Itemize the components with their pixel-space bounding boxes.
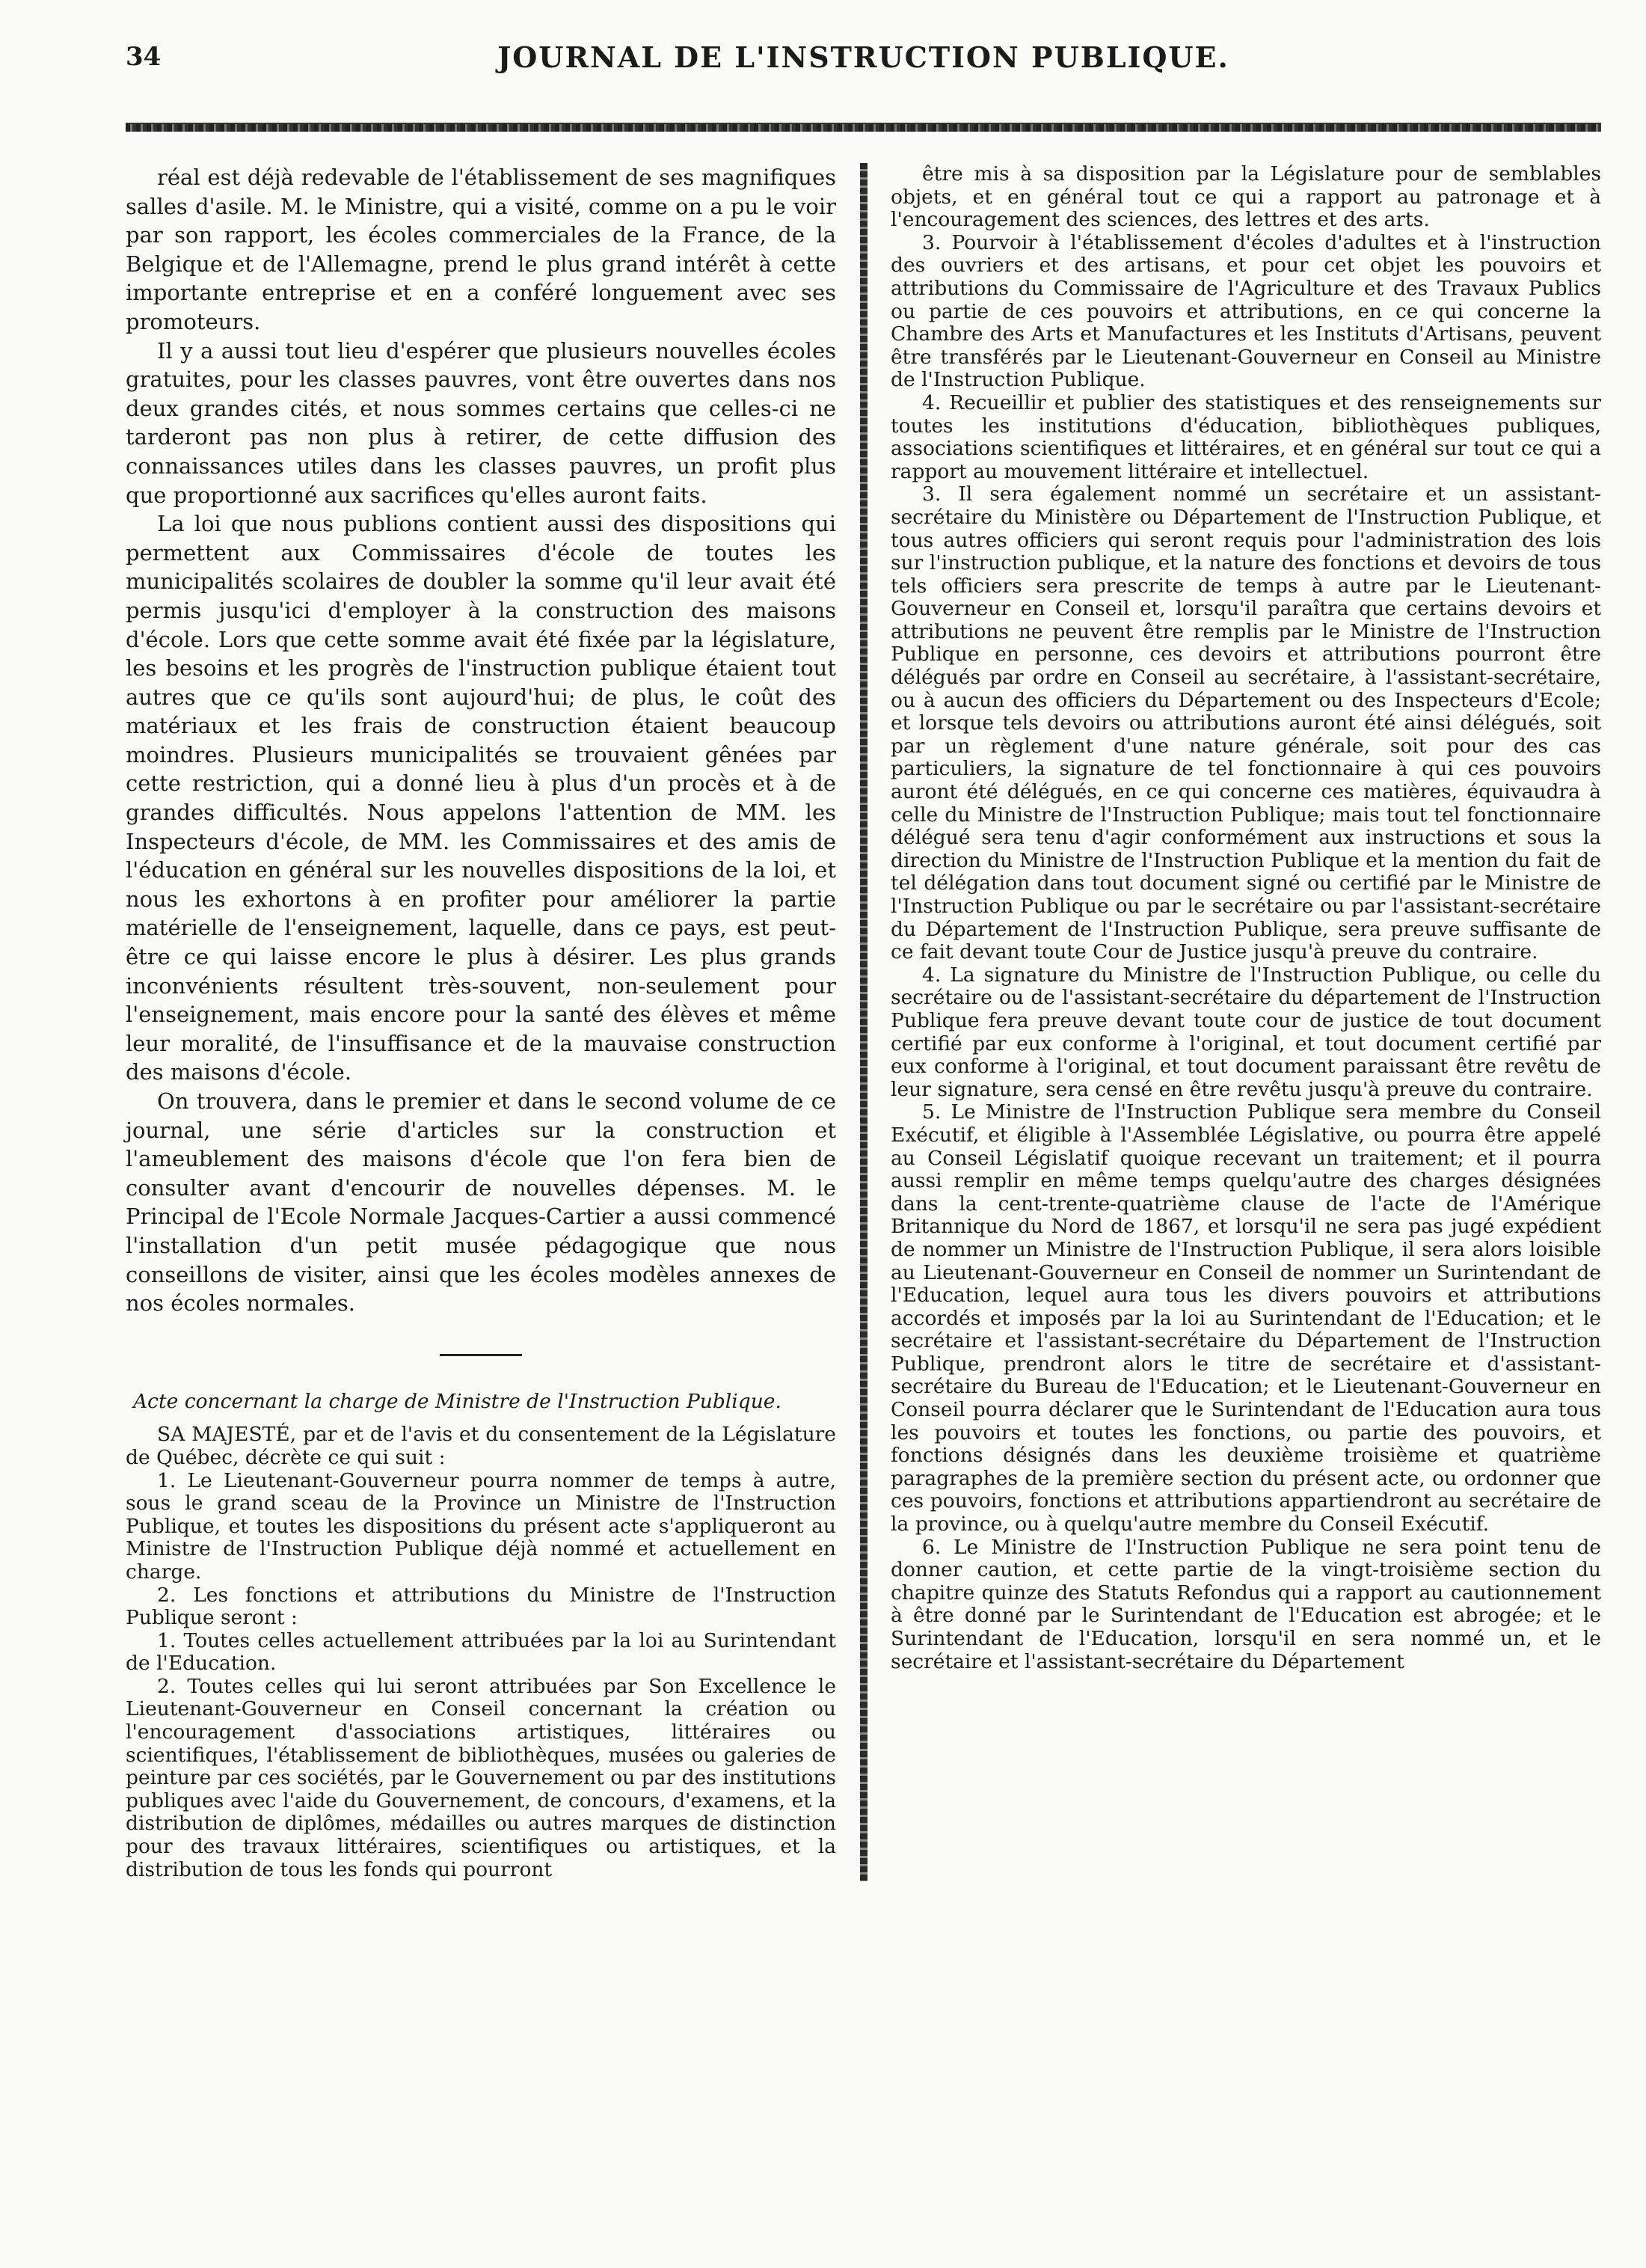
paragraph: réal est déjà redevable de l'établissement de ses magnifiques salles d'asile. M. le Ministre, qui a visité, comme on a pu le voir par son rapport, les écoles commerciales de la France, de la Belgique et de l'Allemagne, prend le plus grand intérêt à cette importante entreprise et en a conféré longuement avec ses promoteurs. [126, 165, 836, 334]
act-paragraph: 4. La signature du Ministre de l'Instruction Publique, ou celle du secrétaire ou de l'assistant-secrétaire du département de l'Instruction Publique fera preuve devant toute cour de justice de tout document certifié par eux conforme à l'original, et tout document certifié par eux conforme à l'original, et tout document paraissant être revêtu de leur signature, sera censé en être revêtu jusqu'à preuve du contraire. [891, 963, 1601, 1101]
columns [126, 163, 1601, 1881]
paragraph: La loi que nous publions contient aussi des dispositions qui permettent aux Commissaires d'école de toutes les municipalités scolaires de doubler la somme qu'il leur avait été permis jusqu'ici d'employer à la construction des maisons d'école. Lors que cette somme avait été fixée par la législature, les besoins et les progrès de l'instruction publique étaient tout autres que ce qu'ils sont aujourd'hui; de plus, le coût des matériaux et les frais de construction étaient beaucoup moindres. Plusieurs municipalités se trouvaient gênées par cette restriction, qui a donné lieu à plus d'un procès et à de grandes difficultés. Nous appelons l'attention de MM. les Inspecteurs d'école, de MM. les Commissaires et des amis de l'éducation en général sur les nouvelles dispositions de la loi, et nous les exhortons à en profiter pour améliorer la partie matérielle de l'enseignement, laquelle, dans ce pays, est peut-être ce qui laisse encore le plus à désirer. Les plus grands inconvénients résultent très-souvent, non-seulement pour l'enseignement, mais encore pour la santé des élèves et même leur moralité, de l'insuffisance et de la mauvaise construction des maisons d'école. [126, 511, 836, 1085]
paragraph: On trouvera, dans le premier et dans le second volume de ce journal, une série d'articles sur la construction et l'ameublement des maisons d'école que l'on fera bien de consulter avant d'encourir de nouvelles dépenses. M. le Principal de l'Ecole Normale Jacques-Cartier a aussi commencé l'installation d'un petit musée pédagogique que nous conseillons de visiter, ainsi que les écoles modèles annexes de nos écoles normales. [126, 1088, 836, 1317]
act-section [126, 1391, 836, 1881]
section-separator [440, 1354, 522, 1356]
page-number: 34 [126, 42, 162, 72]
act-paragraph: 2. Toutes celles qui lui seront attribuées par Son Excellence le Lieutenant-Gouverneur en Conseil concernant la création ou l'encouragement d'associations artistiques, littéraires ou scientifiques, l'établissement de bibliothèques, musées ou galeries de peinture par ces sociétés, par le Gouvernement ou par des institutions publiques avec l'aide du Gouvernement, de concours, d'examens, et la distribution de diplômes, médailles ou autres marques de distinction pour des travaux littéraires, scientifiques ou artistiques, et la distribution de tous les fonds qui pourront [126, 1674, 836, 1881]
right-column [891, 163, 1601, 1881]
paragraph: Il y a aussi tout lieu d'espérer que plusieurs nouvelles écoles gratuites, pour les classes pauvres, vont être ouvertes dans nos deux grandes cités, et nous sommes certains que celles-ci ne tarderont pas non plus à retirer, de cette diffusion des connaissances utiles dans les classes pauvres, un profit plus que proportionné aux sacrifices qu'elles auront faits. [126, 337, 836, 508]
column-divider [860, 163, 867, 1881]
act-paragraph: être mis à sa disposition par la Législature pour de semblables objets, et en général tout ce qui a rapport au patronage et à l'encouragement des sciences, des lettres et des arts. [891, 162, 1601, 232]
act-paragraph: 2. Les fonctions et attributions du Ministre de l'Instruction Publique seront : [126, 1583, 836, 1630]
running-title: JOURNAL DE L'INSTRUCTION PUBLIQUE. [497, 40, 1229, 74]
header-rule [126, 123, 1601, 132]
act-paragraph: 3. Il sera également nommé un secrétaire et un assistant-secrétaire du Ministère ou Département de l'Instruction Publique, et tous autres officiers qui seront requis pour l'administration des lois sur l'instruction publique, et la nature des fonctions et devoirs de tous tels officiers sera prescrite de temps à autre par le Lieutenant-Gouverneur en Conseil et, lorsqu'il paraîtra que certains devoirs et attributions ne peuvent être remplis par le Ministre de l'Instruction Publique en personne, ces devoirs et attributions pourront être délégués par ordre en Conseil au secrétaire, à l'assistant-secrétaire, ou à aucun des officiers du Département ou des Inspecteurs d'Ecole; et lorsque tels devoirs ou attributions auront été ainsi délégués, soit par un règlement d'une nature générale, soit pour des cas particuliers, la signature de tel fonctionnaire à qui ces pouvoirs auront été délégués, en ce qui concerne ces matières, équivaudra à celle du Ministre de l'Instruction Publique; mais tout tel fonctionnaire délégué sera tenu d'agir conformément aux instructions et sous la direction du Ministre de l'Instruction Publique et la mention du fait de tel délégation dans tout document signé ou certifié par le Ministre de l'Instruction Publique ou par le secrétaire ou par l'assistant-secrétaire du Département de l'Instruction Publique, sera preuve suffisante de ce fait devant toute Cour de Justice jusqu'à preuve du contraire. [891, 482, 1601, 964]
act-paragraph: 4. Recueillir et publier des statistiques et des renseignements sur toutes les institutions d'éducation, bibliothèques publiques, associations scientifiques et littéraires, et en général sur tout ce qui a rapport au mouvement littéraire et intellectuel. [891, 390, 1601, 483]
act-paragraph: SA MAJESTÉ, par et de l'avis et du consentement de la Législature de Québec, décrète ce qui suit : [126, 1423, 836, 1469]
act-paragraph: 6. Le Ministre de l'Instruction Publique ne sera point tenu de donner caution, et cette partie de la vingt-troisième section du chapitre quinze des Statuts Refondus qui a rapport au cautionnement à être donné par le Surintendant de l'Education est abrogée; et le Surintendant de l'Education, lorsqu'il en sera nommé un, et le secrétaire et l'assistant-secrétaire du Département [891, 1535, 1601, 1673]
act-paragraph: 5. Le Ministre de l'Instruction Publique sera membre du Conseil Exécutif, et éligible à l'Assemblée Législative, ou pourra être appelé au Conseil Législatif quoique recevant un traitement; et il pourra aussi remplir en même temps quelqu'autre des charges désignées dans la cent-trente-quatrième clause de l'acte de l'Amérique Britannique du Nord de 1867, et lorsqu'il ne sera pas jugé expédient de nommer un Ministre de l'Instruction Publique, il sera alors loisible au Lieutenant-Gouverneur en Conseil de nommer un Surintendant de l'Education, lequel aura tous les divers pouvoirs et attributions accordés et imposés par la loi au Surintendant de l'Education; et le secrétaire et l'assistant-secrétaire du Département de l'Instruction Publique, prendront alors le titre de secrétaire et d'assistant-secrétaire du Bureau de l'Education; et le Lieutenant-Gouverneur en Conseil pourra déclarer que le Surintendant de l'Education aura tous les pouvoirs et toutes les fonctions, ou partie des pouvoirs, et fonctions désignés dans les deuxième troisième et quatrième paragraphes de la première section du présent acte, ou ordonner que ces pouvoirs, fonctions et attributions appartiendront au secrétaire de la province, ou à quelqu'autre membre du Conseil Exécutif. [891, 1100, 1601, 1536]
left-column [126, 163, 836, 1881]
page-header [126, 36, 1601, 79]
act-paragraph: 1. Le Lieutenant-Gouverneur pourra nommer de temps à autre, sous le grand sceau de la Province un Ministre de l'Instruction Publique, et toutes les dispositions du présent acte s'appliqueront au Ministre de l'Instruction Publique déjà nommé et actuellement en charge. [126, 1468, 836, 1584]
act-title: Acte concernant la charge de Ministre de l'Instruction Publique. [133, 1389, 781, 1413]
act-paragraph: 3. Pourvoir à l'établissement d'écoles d'adultes et à l'instruction des ouvriers et des artisans, et pour cet objet les pouvoirs et attributions du Commissaire de l'Agriculture et des Travaux Publics ou partie de ces pouvoirs et attributions, en ce qui concerne la Chambre des Arts et Manufactures et les Instituts d'Artisans, peuvent être transférés par le Lieutenant-Gouverneur en Conseil au Ministre de l'Instruction Publique. [891, 230, 1601, 392]
act-paragraph: 1. Toutes celles actuellement attribuées par la loi au Surintendant de l'Education. [126, 1628, 836, 1676]
